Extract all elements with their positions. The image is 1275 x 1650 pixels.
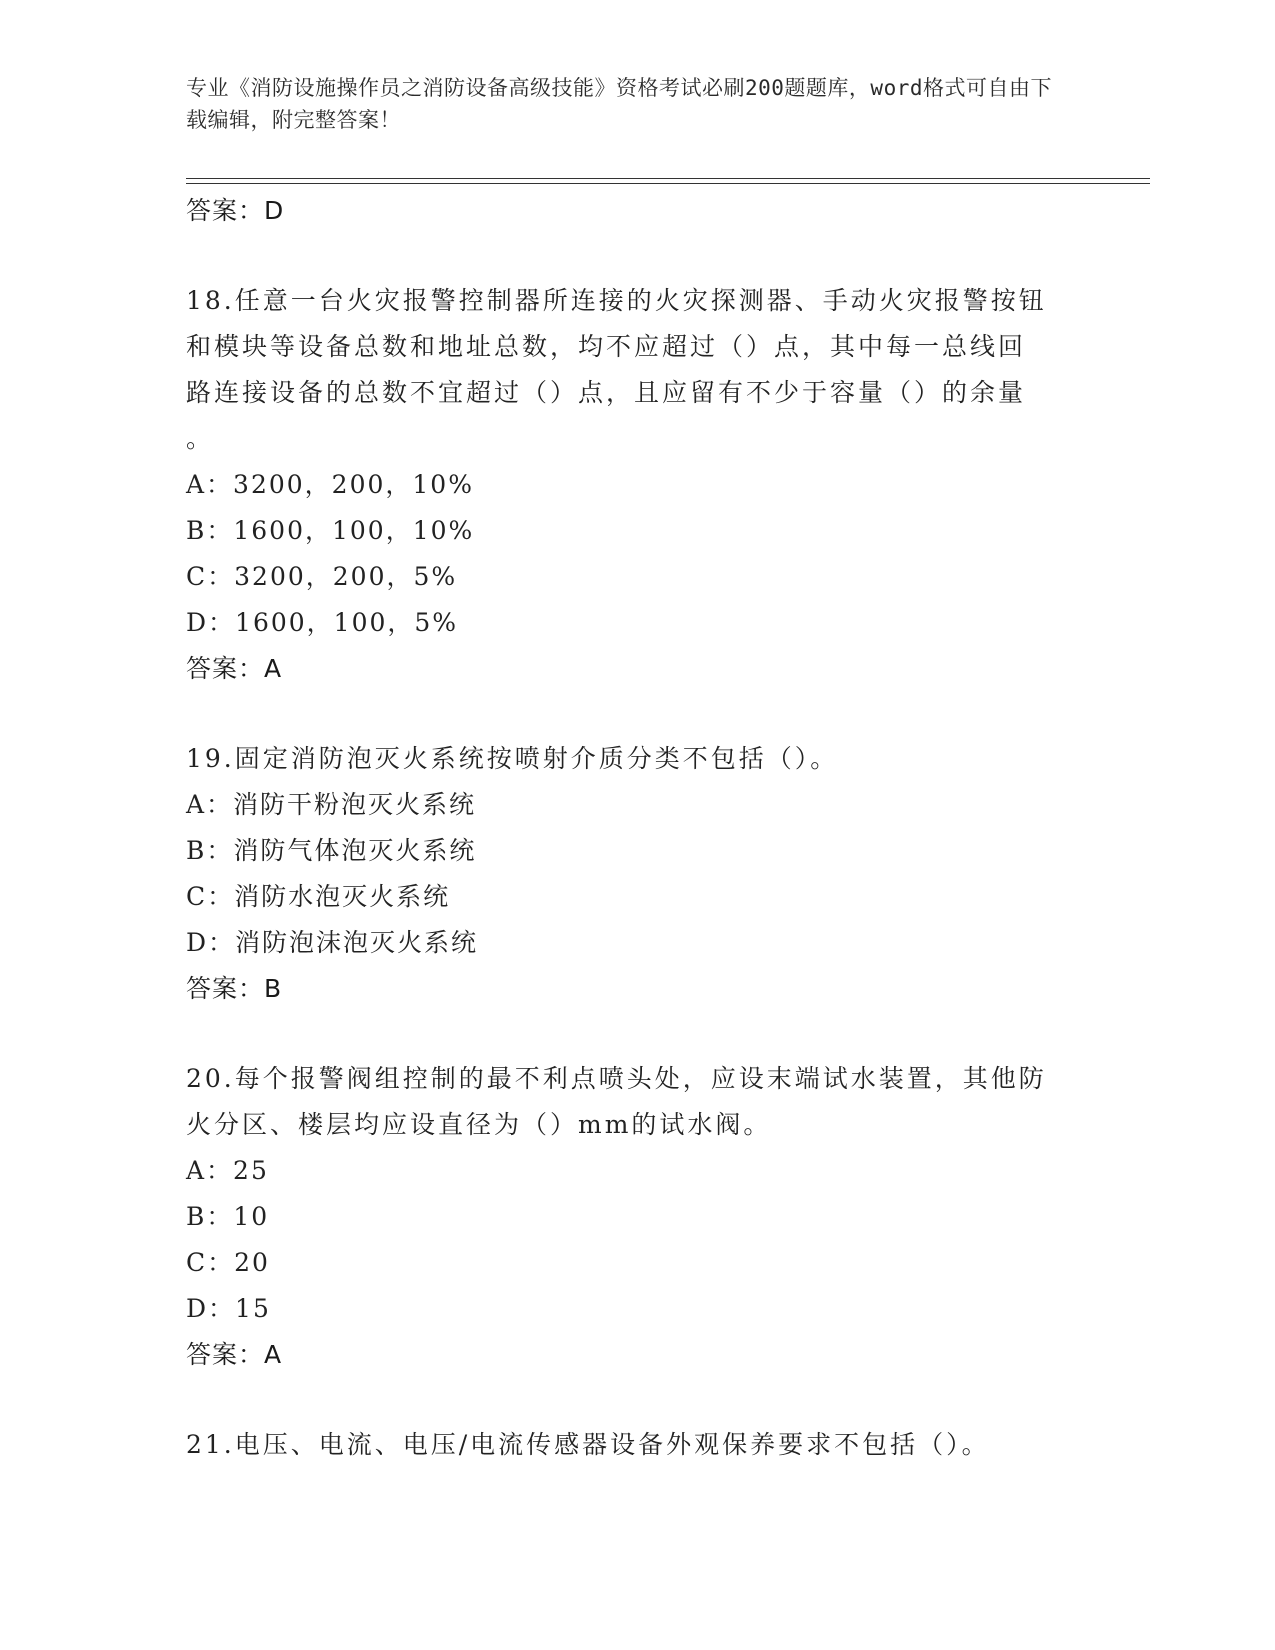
- question-text: 21.电压、电流、电压/电流传感器设备外观保养要求不包括（）。: [186, 1430, 990, 1459]
- question-content: [186, 188, 1086, 1468]
- option-b: B：1600，100，10%: [186, 516, 475, 545]
- question-block: [186, 278, 1086, 692]
- header-divider-top: [186, 178, 1150, 179]
- option-c: C：消防水泡灭火系统: [186, 882, 451, 911]
- question-text: 路连接设备的总数不宜超过（）点，且应留有不少于容量（）的余量: [186, 378, 1027, 407]
- option-a: A：消防干粉泡灭火系统: [186, 790, 477, 819]
- option-a: A：3200，200，10%: [186, 470, 474, 499]
- option-c: C：20: [186, 1248, 270, 1277]
- question-text: 和模块等设备总数和地址总数，均不应超过（）点，其中每一总线回: [186, 332, 1027, 361]
- question-text: 火分区、楼层均应设直径为（）mm的试水阀。: [186, 1110, 772, 1139]
- question-block: [186, 1422, 1086, 1468]
- answer-line: 答案：A: [186, 1340, 283, 1369]
- option-b: B：消防气体泡灭火系统: [186, 836, 477, 865]
- answer-line: 答案：D: [186, 196, 285, 225]
- spacer: [186, 692, 1086, 736]
- answer-line: 答案：A: [186, 654, 283, 683]
- answer-line: 答案：B: [186, 974, 283, 1003]
- option-d: D：1600，100，5%: [186, 608, 459, 637]
- spacer: [186, 1012, 1086, 1056]
- option-a: A：25: [186, 1156, 269, 1185]
- document-header: 专业《消防设施操作员之消防设备高级技能》资格考试必刷200题题库，word格式可自由下载编辑，附完整答案！: [186, 76, 1052, 132]
- option-d: D：15: [186, 1294, 271, 1323]
- question-text: 。: [186, 424, 215, 453]
- spacer: [186, 234, 1086, 278]
- question-block: [186, 1056, 1086, 1378]
- spacer: [186, 1378, 1086, 1422]
- question-text: 20.每个报警阀组控制的最不利点喷头处，应设末端试水装置，其他防: [186, 1064, 1047, 1093]
- question-text: 18.任意一台火灾报警控制器所连接的火灾探测器、手动火灾报警按钮: [186, 286, 1047, 315]
- question-block: [186, 736, 1086, 1012]
- option-c: C：3200，200，5%: [186, 562, 458, 591]
- option-b: B：10: [186, 1202, 270, 1231]
- option-d: D：消防泡沫泡灭火系统: [186, 928, 479, 957]
- header-divider-bottom: [186, 183, 1150, 184]
- question-text: 19.固定消防泡灭火系统按喷射介质分类不包括（）。: [186, 744, 839, 773]
